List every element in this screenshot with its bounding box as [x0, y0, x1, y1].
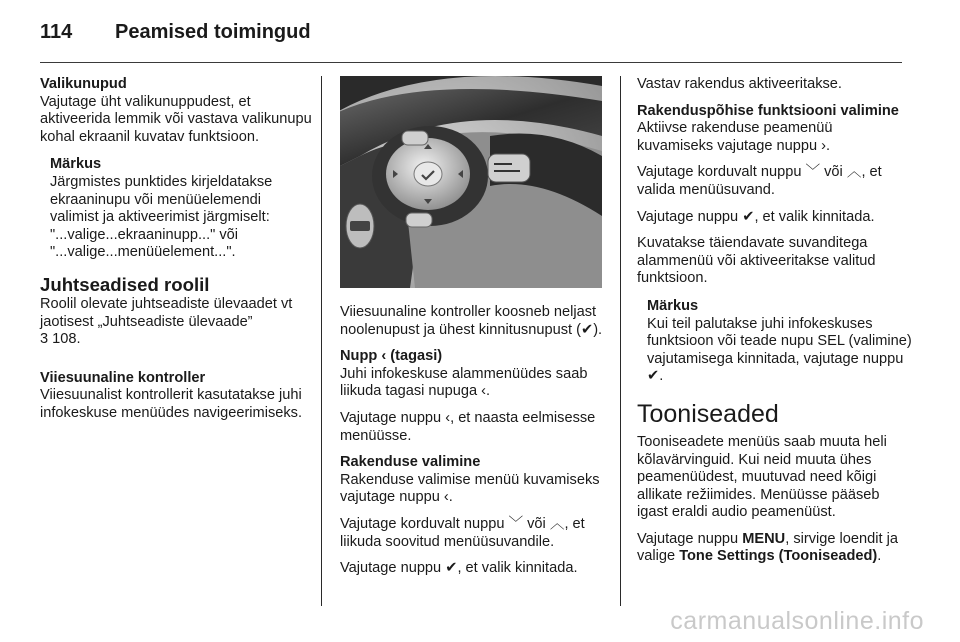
- steering-wheel-image: [340, 76, 602, 288]
- paragraph-viiesuunaline: Viiesuunalist kontrollerit kasutatakse juhi infokeskuse menüüdes navigeerimiseks.: [40, 387, 303, 421]
- note-text-2: Kui teil palutakse juhi infokeskuses funktsioon või teade nupu SEL (valimine) vajutamisega kinnitada, vajutage nuppu ✔.: [647, 315, 912, 385]
- tone-settings-label: Tone Settings (Tooniseaded): [679, 548, 878, 565]
- steering-wheel-illustration: [340, 76, 602, 288]
- column-divider-left: [321, 76, 322, 606]
- page-ref-icon: 3: [40, 331, 49, 348]
- section-title-tooniseaded: Tooniseaded: [637, 399, 779, 428]
- column-middle: [340, 304, 610, 587]
- paragraph-aktiivse: Aktiivse rakenduse peamenüü kuvamiseks vajutage nuppu ›.: [637, 120, 833, 154]
- vajutage-text-a: Vajutage nuppu: [637, 530, 743, 547]
- note-block: [50, 156, 312, 262]
- note-block-2: [647, 298, 912, 386]
- paragraph-naasta: Vajutage nuppu ‹, et naasta eelmisesse menüüsse.: [340, 409, 596, 444]
- paragraph-juhtseadised: [40, 296, 312, 349]
- heading-viiesuunaline: Viiesuunaline kontroller: [40, 369, 206, 386]
- juhtseadised-text: Roolil olevate juhtseadiste ülevaadet vt jaotisest „Juhtseadiste ülevaade”: [40, 295, 293, 330]
- paragraph-kinnitada: Vajutage nuppu ✔, et valik kinnitada.: [340, 560, 578, 577]
- column-divider-right: [620, 76, 621, 606]
- vajutage-text-b: , sirvige loendit ja valige: [637, 530, 898, 565]
- paragraph-vajutage-menu: [637, 531, 912, 566]
- heading-nupp-tagasi: Nupp ‹ (tagasi): [340, 348, 443, 365]
- paragraph-kuvatakse: Kuvatakse täiendavate suvanditega alammenüü või aktiveeritakse valitud funktsioon.: [637, 235, 876, 287]
- paragraph-korduvalt: Vajutage korduvalt nuppu ﹀ või ︿, et liikuda soovitud menüüsuvandile.: [340, 515, 585, 550]
- page-title: Peamised toimingud: [115, 21, 311, 43]
- column-right: [637, 76, 912, 575]
- vajutage-text-c: .: [877, 548, 882, 565]
- heading-rakenduspohise: Rakenduspõhise funktsiooni valimine: [637, 102, 899, 119]
- paragraph-valikunupud: Vajutage üht valikunuppudest, et aktiveerida lemmik või vastava valikunupu kohal ekraanil kuvatav funktsioon.: [40, 93, 312, 145]
- paragraph-korduvalt-valida: Vajutage korduvalt nuppu ﹀ või ︿, et valida menüüsuvand.: [637, 164, 882, 198]
- paragraph-vastav: Vastav rakendus aktiveeritakse.: [637, 76, 842, 92]
- column-left: [40, 76, 312, 432]
- paragraph-tooniseadete: Tooniseadete menüüs saab muuta heli kõlavärvinguid. Kui neid muuta ühes peamenüüdest, muutuvad need kõigi allikate režiimides. Menüüsse pääseb igast eraldi audio peamenüüst.: [637, 433, 887, 521]
- note-label: Märkus: [50, 156, 102, 173]
- heading-valikunupud: Valikunupud: [40, 76, 127, 92]
- paragraph-rakenduse: Rakenduse valimise menüü kuvamiseks vajutage nuppu ‹.: [340, 471, 600, 506]
- paragraph-nupp: Juhi infokeskuse alammenüüdes saab liikuda tagasi nupuga ‹.: [340, 365, 588, 400]
- watermark: carmanualsonline.info: [670, 607, 924, 635]
- note-text: Järgmistes punktides kirjeldatakse ekraaninupu või menüüelemendi valimist ja aktiveerimist järgmiselt: "...valige...ekraaninupp..." või "...valige...menüüelement...".: [50, 173, 273, 261]
- section-title-juhtseadised: Juhtseadised roolil: [40, 273, 210, 295]
- heading-rakenduse-valimine: Rakenduse valimine: [340, 454, 481, 471]
- page-number: 114: [40, 21, 73, 43]
- paragraph-kinnitada-3: Vajutage nuppu ✔, et valik kinnitada.: [637, 208, 875, 225]
- image-caption: Viiesuunaline kontroller koosneb neljast noolenupust ja ühest kinnitusnupust (✔).: [340, 304, 603, 338]
- page-ref-number: 108.: [48, 331, 81, 348]
- note-label-2: Märkus: [647, 297, 699, 314]
- menu-label: MENU: [742, 530, 786, 547]
- page-header: [40, 18, 902, 63]
